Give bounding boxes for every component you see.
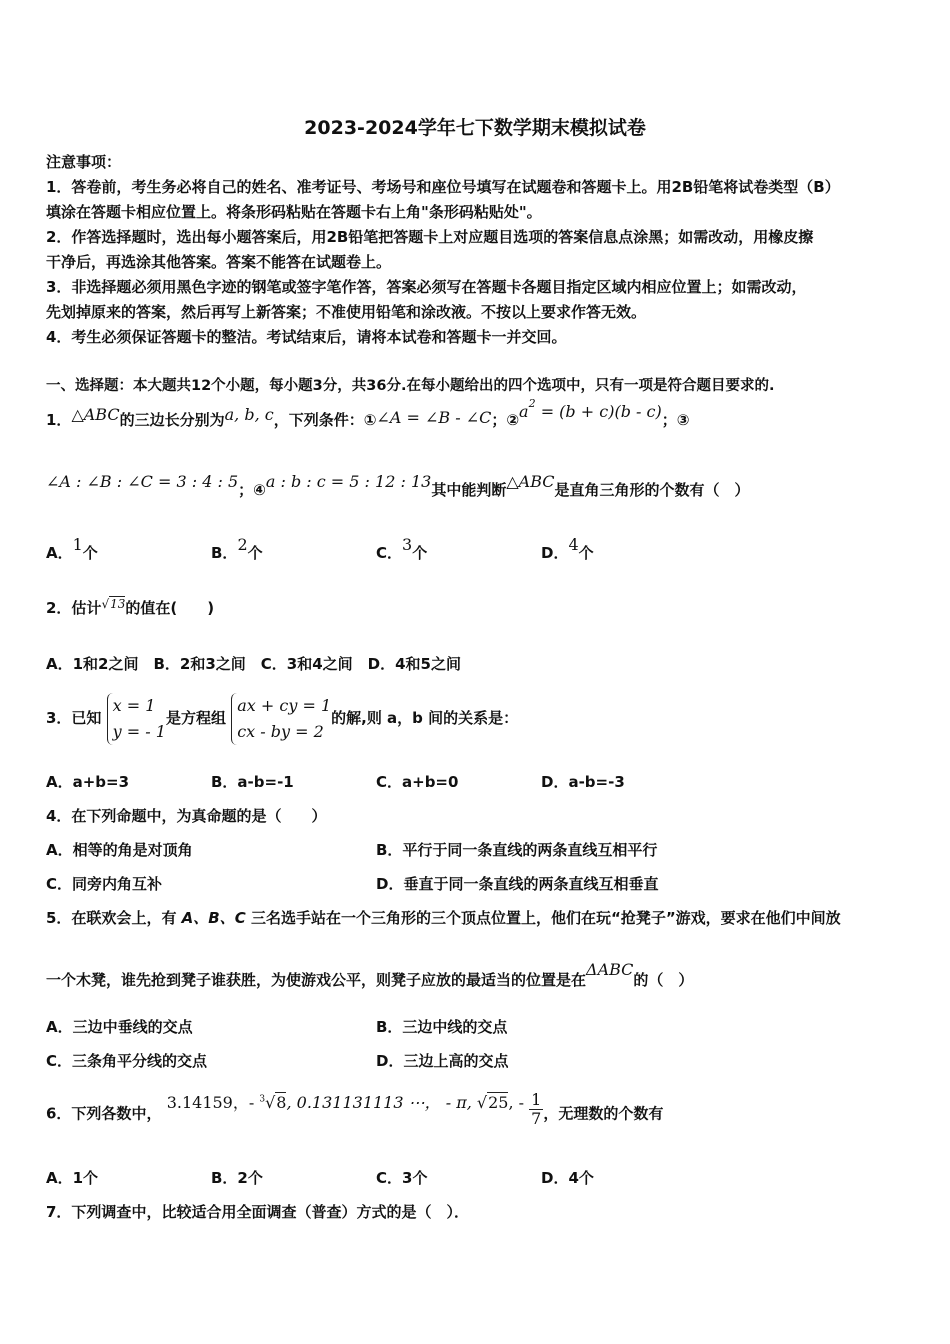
notice-line: 干净后，再选涂其他答案。答案不能答在试题卷上。 [46, 253, 392, 271]
question-text: 一个木凳，谁先抢到凳子谁获胜，为使游戏公平，则凳子应放的最适当的位置是在 [46, 971, 587, 989]
option-unit: 个 [82, 544, 98, 562]
cube-root-radicand: 8 [276, 1093, 287, 1113]
option-unit: 个 [578, 544, 594, 562]
condition-2-base: a [519, 402, 529, 421]
option-value: 1 [72, 535, 83, 554]
condition-2-exponent: 2 [528, 397, 536, 410]
q6-option-b[interactable]: B．2个 [211, 1169, 263, 1187]
players-abc: A、B、C [181, 909, 246, 927]
question-text: 的（ ） [633, 971, 694, 989]
question-text: ；③ [661, 411, 690, 429]
page-title: 2023-2024学年七下数学期末模拟试卷 [304, 117, 646, 139]
option-value: 3 [402, 535, 413, 554]
question-1-line-1 [46, 397, 690, 432]
system-line: y = - 1 [112, 721, 166, 741]
system-line: cx - by = 2 [237, 721, 324, 741]
notice-heading: 注意事项： [46, 153, 122, 171]
radicand: 13 [110, 597, 126, 611]
q4-option-a[interactable]: A．相等的角是对顶角 [46, 841, 193, 859]
notice-line: 2．作答选择题时，选出每小题答案后，用2B铅笔把答题卡上对应题目选项的答案信息点涂黑；如需改动，用橡皮擦 [46, 228, 814, 246]
question-5-line-1 [46, 908, 841, 928]
sqrt-radicand: 25 [488, 1093, 509, 1113]
condition-2 [519, 397, 662, 421]
number-list: 3.14159，- $^3$√8, 0.131131113 ⋯， - π, √25, - $\frac{1}{7}$ [166, 1090, 542, 1129]
option-value: 2 [237, 535, 248, 554]
q4-option-b[interactable]: B．平行于同一条直线的两条直线互相平行 [376, 841, 658, 859]
option-label: A． [46, 544, 73, 562]
option-unit: 个 [247, 544, 263, 562]
condition-2-rest: = (b + c)(b - c) [540, 402, 662, 421]
solution-system [107, 693, 166, 745]
notice-line: 先划掉原来的答案，然后再写上新答案；不准使用铅笔和涂改液。不按以上要求作答无效。 [46, 303, 647, 321]
question-text: ，无理数的个数有 [543, 1104, 664, 1123]
question-text: 是直角三角形的个数有（ ） [554, 481, 750, 499]
question-text: ；④ [238, 481, 266, 499]
q1-option-d[interactable] [541, 535, 594, 563]
triangle-abc: △ABC [506, 472, 555, 491]
option-unit: 个 [412, 544, 428, 562]
section-heading: 一、选择题：本大题共12个小题，每小题3分，共36分.在每小题给出的四个选项中，只有一项是符合题目要求的. [46, 378, 775, 394]
q5-option-c[interactable]: C．三条角平分线的交点 [46, 1052, 208, 1070]
question-text: 是方程组 [165, 709, 226, 727]
question-text: 5．在联欢会上，有 [46, 909, 182, 927]
option-label: D． [541, 544, 569, 562]
side-lengths: a, b, c [224, 405, 274, 424]
question-text: 三名选手站在一个三角形的三个顶点位置上，他们在玩“抢凳子”游戏，要求在他们中间放 [245, 909, 841, 927]
q5-option-d[interactable]: D．三边上高的交点 [376, 1052, 509, 1070]
q3-option-a[interactable]: A．a+b=3 [46, 773, 130, 791]
condition-3: ∠A : ∠B : ∠C = 3 : 4 : 5 [46, 472, 239, 491]
question-5-line-2 [46, 960, 694, 990]
option-label: B． [211, 544, 238, 562]
number-list-part: , - [508, 1093, 530, 1113]
q3-option-d[interactable]: D．a-b=-3 [541, 773, 625, 791]
question-6 [46, 1086, 663, 1137]
fraction-denominator: 7 [531, 1109, 542, 1129]
question-text: 3．已知 [46, 709, 102, 727]
notice-line: 3．非选择题必须用黑色字迹的钢笔或签字笔作答，答案必须写在答题卡各题目指定区域内相应位置上；如需改动， [46, 278, 807, 296]
question-3 [46, 690, 518, 746]
question-text: ，下列条件：① [273, 411, 377, 429]
question-4: 4．在下列命题中，为真命题的是（ ） [46, 807, 327, 825]
condition-4: a : b : c = 5 : 12 : 13 [265, 472, 432, 491]
system-line: x = 1 [112, 695, 156, 715]
question-number: 1． [46, 411, 72, 429]
question-text: ；② [491, 411, 520, 429]
triangle-abc: △ABC [71, 405, 120, 424]
option-label: C． [376, 544, 403, 562]
notice-line: 4．考生必须保证答题卡的整洁。考试结束后，请将本试卷和答题卡一并交回。 [46, 328, 567, 346]
system-line: ax + cy = 1 [237, 695, 332, 715]
question-7: 7．下列调查中，比较适合用全面调查（普查）方式的是（ ）． [46, 1203, 469, 1221]
q4-option-d[interactable]: D．垂直于同一条直线的两条直线互相垂直 [376, 875, 659, 893]
option-value: 4 [568, 535, 579, 554]
question-text: 的解,则 a，b 间的关系是： [331, 709, 519, 727]
q2-options[interactable]: A．1和2之间 B．2和3之间 C．3和4之间 D．4和5之间 [46, 655, 461, 673]
q6-option-c[interactable]: C．3个 [376, 1169, 428, 1187]
question-text: 其中能判断 [431, 481, 507, 499]
triangle-abc: ΔABC [586, 960, 634, 979]
fraction [529, 1091, 543, 1128]
equation-system [231, 693, 331, 745]
question-2 [46, 598, 214, 619]
q3-option-c[interactable]: C．a+b=0 [376, 773, 459, 791]
q6-option-a[interactable]: A．1个 [46, 1169, 99, 1187]
question-text: 的三边长分别为 [119, 411, 225, 429]
fraction-numerator: 1 [531, 1090, 542, 1110]
q4-option-c[interactable]: C．同旁内角互补 [46, 875, 163, 893]
q1-option-a[interactable] [46, 535, 98, 563]
notice-line: 填涂在答题卡相应位置上。将条形码粘贴在答题卡右上角"条形码粘贴处"。 [46, 203, 542, 221]
q5-option-b[interactable]: B．三边中线的交点 [376, 1018, 508, 1036]
number-list-part: 3.14159，- [166, 1093, 260, 1113]
q5-option-a[interactable]: A．三边中垂线的交点 [46, 1018, 193, 1036]
number-list-part: , 0.131131113 ⋯， - π, [286, 1093, 477, 1113]
q1-option-b[interactable] [211, 535, 263, 563]
question-text: 的值在( ) [125, 599, 215, 617]
question-text: 6．下列各数中， [46, 1104, 162, 1123]
q1-option-c[interactable] [376, 535, 428, 563]
sqrt-expression: √13 [101, 597, 126, 611]
question-text: 2．估计 [46, 599, 102, 617]
condition-1: ∠A = ∠B - ∠C [376, 408, 492, 427]
q6-option-d[interactable]: D．4个 [541, 1169, 594, 1187]
question-1-line-2 [46, 472, 750, 500]
q3-option-b[interactable]: B．a-b=-1 [211, 773, 294, 791]
cube-root-index: 3 [259, 1095, 266, 1105]
notice-line: 1．答卷前，考生务必将自己的姓名、准考证号、考场号和座位号填写在试题卷和答题卡上。用2B铅笔将试卷类型（B） [46, 178, 840, 196]
